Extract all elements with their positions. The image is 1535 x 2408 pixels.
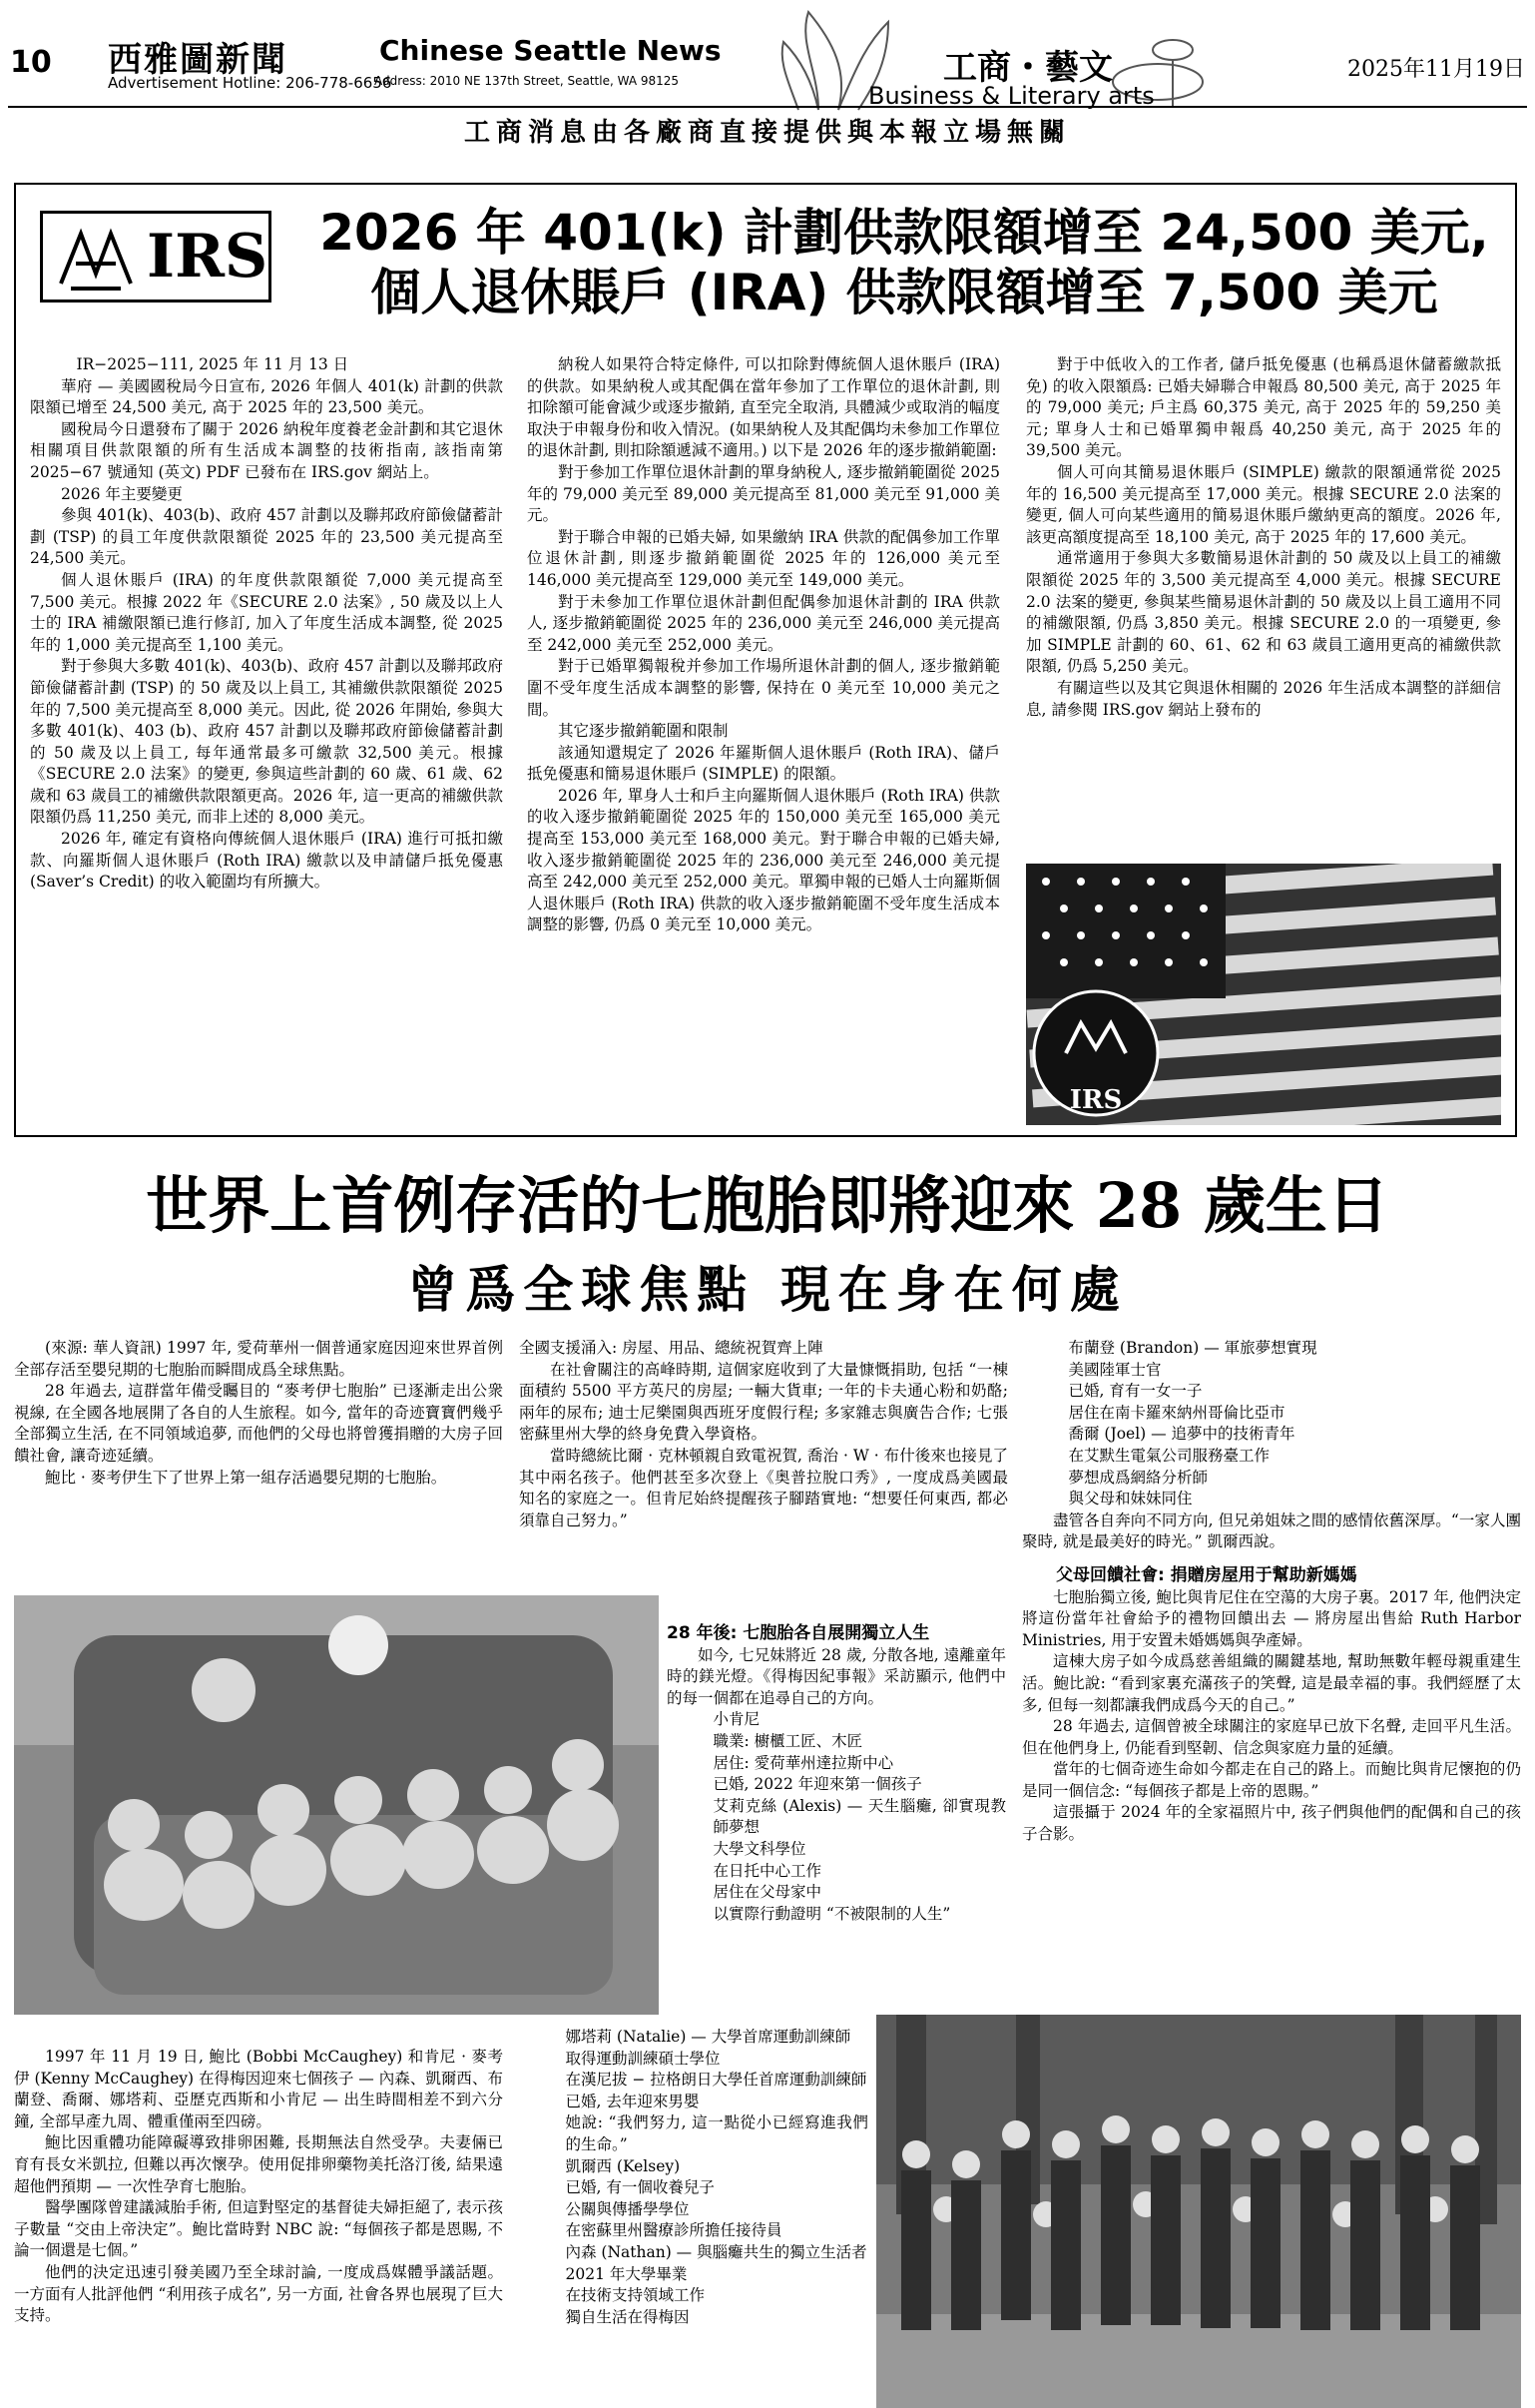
paragraph: 對于聯合申報的已婚夫婦, 如果繳納 IRA 供款的配偶參加工作單位退休計劃, 則逐步撤銷範圍從 2025 年的 126,000 美元至 146,000 美元提高至 129,000 美元至 149,000 美元。 — [527, 527, 1000, 589]
masthead-english: Chinese Seattle News — [379, 34, 722, 67]
profile-line: 取得運動訓練碩士學位 — [565, 2049, 721, 2068]
irs-column-1 — [30, 354, 503, 1129]
address: Address: 2010 NE 137th Street, Seattle, WA 98125 — [374, 74, 680, 88]
profile-line: 在漢尼拔 − 拉格朗日大學任首席運動訓練師 — [565, 2071, 867, 2090]
paragraph: 他們的決定迅速引發美國乃至全球討論, 一度成爲媒體爭議話題。一方面有人批評他們 “利用孩子成名”, 另一方面, 社會各界也展現了巨大支持。 — [14, 2262, 503, 2325]
septuplets-column-3 — [1022, 1338, 1521, 2009]
paragraph: 華府 — 美國國稅局今日宣布, 2026 年個人 401(k) 計劃的供款限額已增至 24,500 美元, 高于 2025 年的 23,500 美元。 — [30, 376, 503, 417]
profile-line: 夢想成爲網絡分析師 — [1068, 1468, 1209, 1487]
issue-date: 2025年11月19日 — [1347, 57, 1525, 82]
irs-column-2 — [527, 354, 1000, 1129]
irs-headline — [305, 203, 1503, 322]
paragraph: 1997 年 11 月 19 日, 鮑比 (Bobbi McCaughey) 和肯尼 · 麥考伊 (Kenny McCaughey) 在得梅因迎來七個孩子 — 內森、凱爾西、布蘭登、喬爾、娜塔莉、亞歷克西斯和小肯尼 — 出生時間相差不到六分鐘, 全部早產九周、體重僅兩至四磅。 — [14, 2048, 503, 2130]
subheading: 其它逐步撤銷範圍和限制 — [558, 722, 729, 741]
paragraph: 對于參與大多數 401(k)、403(b)、政府 457 計劃以及聯邦政府節儉儲蓄計劃 (TSP) 的 50 歲及以上員工, 其補繳供款限額從 2025 年的 7,500 美元提高至 8,000 美元。因此, 從 2026 年開始, 參與大多數 401(k)、403 (b)、政府 457 計劃以及聯邦政府節儉儲蓄計劃的 50 歲及以上員工, 每年通常最多可繳款 32,500 美元。根據《SECURE 2.0 法案》的變更, 參與這些計劃的 60 歲、61 歲、62 歲和 63 歲員工的補繳供款限額更高。2026 年, 這一更高的補繳供款限額仍爲 11,250 美元, 而非上述的 8,000 美元。 — [30, 657, 503, 827]
header-rule — [8, 106, 1527, 108]
subheading: 父母回饋社會: 捐贈房屋用于幫助新媽媽 — [1056, 1564, 1357, 1585]
profile-line: 娜塔莉 (Natalie) — 大學首席運動訓練師 — [565, 2028, 851, 2046]
profile-line: 在密蘇里州醫療診所擔任接待員 — [565, 2221, 782, 2240]
profile-line: 小肯尼 — [713, 1710, 761, 1729]
irs-column-3 — [1026, 354, 1501, 854]
section-title-english: Business & Literary arts — [868, 82, 1155, 110]
paragraph: 對于未參加工作單位退休計劃但配偶參加退休計劃的 IRA 供款人, 逐步撤銷範圍從 2025 年的 236,000 美元至 246,000 美元提高至 242,000 美元至 252,000 美元。 — [527, 592, 1000, 654]
profile-line: 獨自生活在得梅因 — [565, 2307, 690, 2326]
profile-line: 居住在南卡羅來納州哥倫比亞市 — [1068, 1403, 1285, 1422]
paragraph: 該通知還規定了 2026 年羅斯個人退休賬戶 (Roth IRA)、儲戶抵免優惠和簡易退休賬戶 (SIMPLE) 的限額。 — [527, 743, 1000, 784]
paragraph: 2026 年, 單身人士和戶主向羅斯個人退休賬戶 (Roth IRA) 供款的收入逐步撤銷範圍從 2025 年的 150,000 美元至 165,000 美元提高至 153,000 美元至 168,000 美元。對于聯合申報的已婚夫婦, 收入逐步撤銷範圍從 2025 年的 236,000 美元至 246,000 美元提高至 242,000 美元至 252,000 美元。單獨申報的已婚人士向羅斯個人退休賬戶 (Roth IRA) 供款的收入逐步撤銷範圍不受年度生活成本調整的影響, 仍爲 0 美元至 10,000 美元。 — [527, 786, 1000, 934]
subheading: 2026 年主要變更 — [61, 484, 183, 503]
paragraph: 參與 401(k)、403(b)、政府 457 計劃以及聯邦政府節儉儲蓄計劃 (TSP) 的員工年度供款限額從 2025 年的 23,500 美元提高至 24,500 美元。 — [30, 506, 503, 568]
subheading: 28 年後: 七胞胎各自展開獨立人生 — [667, 1623, 930, 1643]
septuplets-headline: 世界上首例存活的七胞胎即將迎來 28 歲生日 — [146, 1169, 1389, 1242]
profile-line: 凱爾西 (Kelsey) — [565, 2156, 681, 2175]
paragraph: 如今, 七兄妹將近 28 歲, 分散各地, 遠離童年時的鎂光燈。《得梅因紀事報》采訪顯示, 他們中的每一個都在追尋自己的方向。 — [667, 1645, 1006, 1707]
ad-hotline: Advertisement Hotline: 206-778-6656 — [108, 74, 392, 92]
profile-line: 在日托中心工作 — [713, 1861, 822, 1880]
paragraph: 對于參加工作單位退休計劃的單身納稅人, 逐步撤銷範圍從 2025 年的 79,000 美元至 89,000 美元提高至 81,000 美元至 91,000 美元。 — [527, 462, 1000, 525]
paragraph: 個人可向其簡易退休賬戶 (SIMPLE) 繳款的限額通常從 2025 年的 16,500 美元提高至 17,000 美元。根據 SECURE 2.0 法案的變更, 個人可向某些適用的簡易退休賬戶繳納更高的額度。2026 年, 該更高額度提高至 18,100 美元, 高于 2025 年的 17,600 美元。 — [1026, 462, 1501, 546]
profile-line: 她說: “我們努力, 這一點從小已經寫進我們的生命。” — [565, 2113, 868, 2153]
profile-line: 美國陸軍士官 — [1068, 1360, 1162, 1379]
profile-line: 職業: 櫥櫃工匠、木匠 — [713, 1731, 863, 1750]
profile-line: 已婚, 去年迎來男嬰 — [565, 2092, 700, 2110]
septuplets-column-2-mid — [667, 1623, 1006, 2015]
paragraph: 七胞胎獨立後, 鮑比與肯尼住在空蕩的大房子裏。2017 年, 他們決定將這份當年社會給予的禮物回饋出去 — 將房屋出售給 Ruth Harbor Ministries, 用于安置未婚媽媽與孕產婦。 — [1022, 1587, 1521, 1649]
irs-headline-line2: 個人退休賬戶 (IRA) 供款限額增至 7,500 美元 — [370, 264, 1438, 321]
profile-line: 喬爾 (Joel) — 追夢中的技術青年 — [1068, 1425, 1295, 1444]
irs-headline-line1: 2026 年 401(k) 計劃供款限額增至 24,500 美元, — [319, 204, 1489, 262]
profile-line: 居住: 愛荷華州達拉斯中心 — [713, 1753, 894, 1772]
masthead-chinese: 西雅圖新聞 — [108, 40, 287, 80]
profile-line: 以實際行動證明 “不被限制的人生” — [713, 1904, 951, 1923]
profile-line: 與父母和妹妹同住 — [1068, 1490, 1193, 1508]
profile-line: 已婚, 育有一女一子 — [1068, 1382, 1203, 1401]
paragraph: 國稅局今日還發布了關于 2026 納稅年度養老金計劃和其它退休相關項目供款限額的所有生活成本調整的技術指南, 該指南第 2025−67 號通知 (英文) PDF 已發布在 IRS.gov 網站上。 — [30, 419, 503, 481]
septuplets-column-2-top — [519, 1338, 1008, 1589]
paragraph: 2026 年, 確定有資格向傳統個人退休賬戶 (IRA) 進行可抵扣繳款、向羅斯個人退休賬戶 (Roth IRA) 繳款以及申請儲戶抵免優惠 (Saver’s Credit) 的收入範圍均有所擴大。 — [30, 830, 503, 892]
paragraph: 盡管各自奔向不同方向, 但兄弟姐妹之間的感情依舊深厚。“一家人團聚時, 就是最美好的時光。” 凱爾西說。 — [1022, 1510, 1521, 1551]
paragraph: 有關這些以及其它與退休相關的 2026 年生活成本調整的詳細信息, 請參閱 IRS.gov 網站上發布的 — [1026, 678, 1501, 719]
paragraph: 鮑比 · 麥考伊生下了世界上第一組存活過嬰兒期的七胞胎。 — [45, 1468, 447, 1487]
septuplets-column-2-bottom — [519, 2027, 868, 2408]
septuplets-column-1-top — [14, 1338, 503, 1589]
irs-logo — [40, 211, 271, 302]
page-number: 10 — [10, 45, 52, 80]
profile-line: 大學文科學位 — [713, 1839, 806, 1858]
paragraph: 這棟大房子如今成爲慈善組織的關鍵基地, 幫助無數年輕母親重建生活。鮑比說: “看到家裏充滿孩子的笑聲, 這是最幸福的事。我們經歷了太多, 但每一刻都讓我們成爲今天的自己。” — [1022, 1652, 1521, 1714]
septuplets-baby-photo — [14, 1595, 659, 2015]
paragraph: 當時總統比爾 · 克林頓親自致電祝賀, 喬治 · W · 布什後來也接見了其中兩名孩子。他們甚至多次登上《奥普拉脫口秀》, 一度成爲美國最知名的家庭之一。但肯尼始終提醒孩子腳踏實地: “想要任何東西, 都必須靠自己努力。” — [519, 1446, 1008, 1529]
paragraph: 對于已婚單獨報稅并參加工作場所退休計劃的個人, 逐步撤銷範圍不受年度生活成本調整的影響, 保持在 0 美元至 10,000 美元之間。 — [527, 657, 1000, 719]
paragraph: 醫學團隊曾建議減胎手術, 但這對堅定的基督徒夫婦拒絕了, 表示孩子數量 “交由上帝決定”。鮑比當時對 NBC 說: “每個孩子都是恩賜, 不論一個還是七個。” — [14, 2198, 503, 2260]
paragraph: 對于中低收入的工作者, 儲戶抵免優惠 (也稱爲退休儲蓄繳款抵免) 的收入限額爲: 已婚夫婦聯合申報爲 80,500 美元, 高于 2025 年的 79,000 美元; 戶主爲 60,375 美元, 高于 2025 年的 59,250 美元; 單身人士和已婚單獨申報爲 40,250 美元, 高于 2025 年的 39,500 美元。 — [1026, 355, 1501, 460]
septuplets-subheadline: 曾爲全球焦點 現在身在何處 — [407, 1261, 1128, 1319]
section-title-chinese: 工商・藝文 — [943, 48, 1113, 88]
dateline: IR−2025−111, 2025 年 11 月 13 日 — [76, 355, 349, 373]
irs-logo-text: IRS — [147, 222, 268, 292]
profile-line: 內森 (Nathan) — 與腦癱共生的獨立生活者 — [565, 2242, 867, 2261]
profile-line: 公關與傳播學學位 — [565, 2199, 690, 2218]
septuplets-column-1-bottom — [14, 2047, 503, 2408]
paragraph: 這張攝于 2024 年的全家福照片中, 孩子們與他們的配偶和自己的孩子合影。 — [1022, 1803, 1521, 1844]
irs-article — [14, 183, 1517, 1137]
disclaimer: 工商消息由各廠商直接提供與本報立場無關 — [463, 118, 1071, 148]
paragraph: 當年的七個奇迹生命如今都走在自己的路上。而鮑比與肯尼懷抱的仍是同一個信念: “每個孩子都是上帝的恩賜。” — [1022, 1760, 1521, 1800]
page-header — [0, 0, 1535, 150]
irs-eagle-icon — [51, 214, 141, 300]
profile-line: 已婚, 2022 年迎來第一個孩子 — [713, 1775, 922, 1794]
subheading: 全國支援涌入: 房屋、用品、總統祝賀齊上陣 — [519, 1339, 823, 1357]
family-group-photo — [876, 2015, 1521, 2408]
paragraph: 鮑比因重體功能障礙導致排卵困難, 長期無法自然受孕。夫妻倆已育有長女米凱拉, 但難以再次懷孕。使用促排卵藥物美托洛汀後, 結果遠超他們預期 — 一次性孕育七胞胎。 — [14, 2133, 503, 2195]
paragraph: 通常適用于參與大多數簡易退休計劃的 50 歲及以上員工的補繳限額從 2025 年的 3,500 美元提高至 4,000 美元。根據 SECURE 2.0 法案的變更, 參與某些簡易退休計劃的 50 歲及以上員工適用不同的補繳限額, 仍爲 3,850 美元。根據 SECURE 2.0 的一項變更, 參加 SIMPLE 計劃的 60、61、62 和 63 歲員工適用更高的補繳供款限額, 仍爲 5,250 美元。 — [1026, 549, 1501, 676]
profile-line: 布蘭登 (Brandon) — 軍旅夢想實現 — [1068, 1339, 1317, 1357]
profile-line: 居住在父母家中 — [713, 1883, 822, 1902]
paragraph: 28 年過去, 這個曾被全球關注的家庭早已放下名聲, 走回平凡生活。但在他們身上, 仍能看到堅韌、信念與家庭力量的延續。 — [1022, 1717, 1521, 1757]
profile-line: 已婚, 有一個收養兒子 — [565, 2178, 715, 2197]
paragraph: (來源: 華人資訊) 1997 年, 愛荷華州一個普通家庭因迎來世界首例全部存活至嬰兒期的七胞胎而瞬間成爲全球焦點。 — [14, 1339, 503, 1379]
paragraph: 28 年過去, 這群當年備受矚目的 “麥考伊七胞胎” 已逐漸走出公衆視線, 在全國各地展開了各自的人生旅程。如今, 當年的奇迹寶寶們幾乎全部獨立生活, 在不同領域追夢, 而他們的父母也將曾獲捐贈的大房子回饋社會, 讓奇迹延續。 — [14, 1382, 503, 1465]
paragraph: 在社會關注的高峰時期, 這個家庭收到了大量慷慨捐助, 包括 “一棟面積約 5500 平方英尺的房屋; 一輛大貨車; 一年的卡夫通心粉和奶酪; 兩年的尿布; 迪士尼樂園與西班牙度假行程; 多家雜志與廣告合作; 七張密蘇里州大學的終身免費入學資格。 — [519, 1360, 1008, 1444]
profile-line: 在技術支持領域工作 — [565, 2286, 706, 2305]
paragraph: 納稅人如果符合特定條件, 可以扣除對傳統個人退休賬戶 (IRA) 的供款。如果納稅人或其配偶在當年參加了工作單位的退休計劃, 則扣除額可能會減少或逐步撤銷, 直至完全取消, 具體減少或取消的幅度取決于申報身份和收入情況。(如果納稅人及其配偶均未參加工作單位的退休計劃, 則扣除額遞減不適用。) 以下是 2026 年的逐步撤銷範圍: — [527, 355, 1000, 460]
profile-line: 在艾默生電氣公司服務臺工作 — [1068, 1446, 1271, 1465]
flag-irs-logo-text: IRS — [1069, 1085, 1123, 1115]
profile-line: 艾莉克絲 (Alexis) — 天生腦癱, 卻實現教師夢想 — [713, 1796, 1006, 1837]
paragraph: 個人退休賬戶 (IRA) 的年度供款限額從 7,000 美元提高至 7,500 美元。根據 2022 年《SECURE 2.0 法案》, 50 歲及以上人士的 IRA 補繳限額已進行修訂, 加入了年度生活成本調整, 從 2025 年的 1,000 美元提高至 1,100 美元。 — [30, 570, 503, 654]
profile-line: 2021 年大學畢業 — [565, 2264, 688, 2283]
